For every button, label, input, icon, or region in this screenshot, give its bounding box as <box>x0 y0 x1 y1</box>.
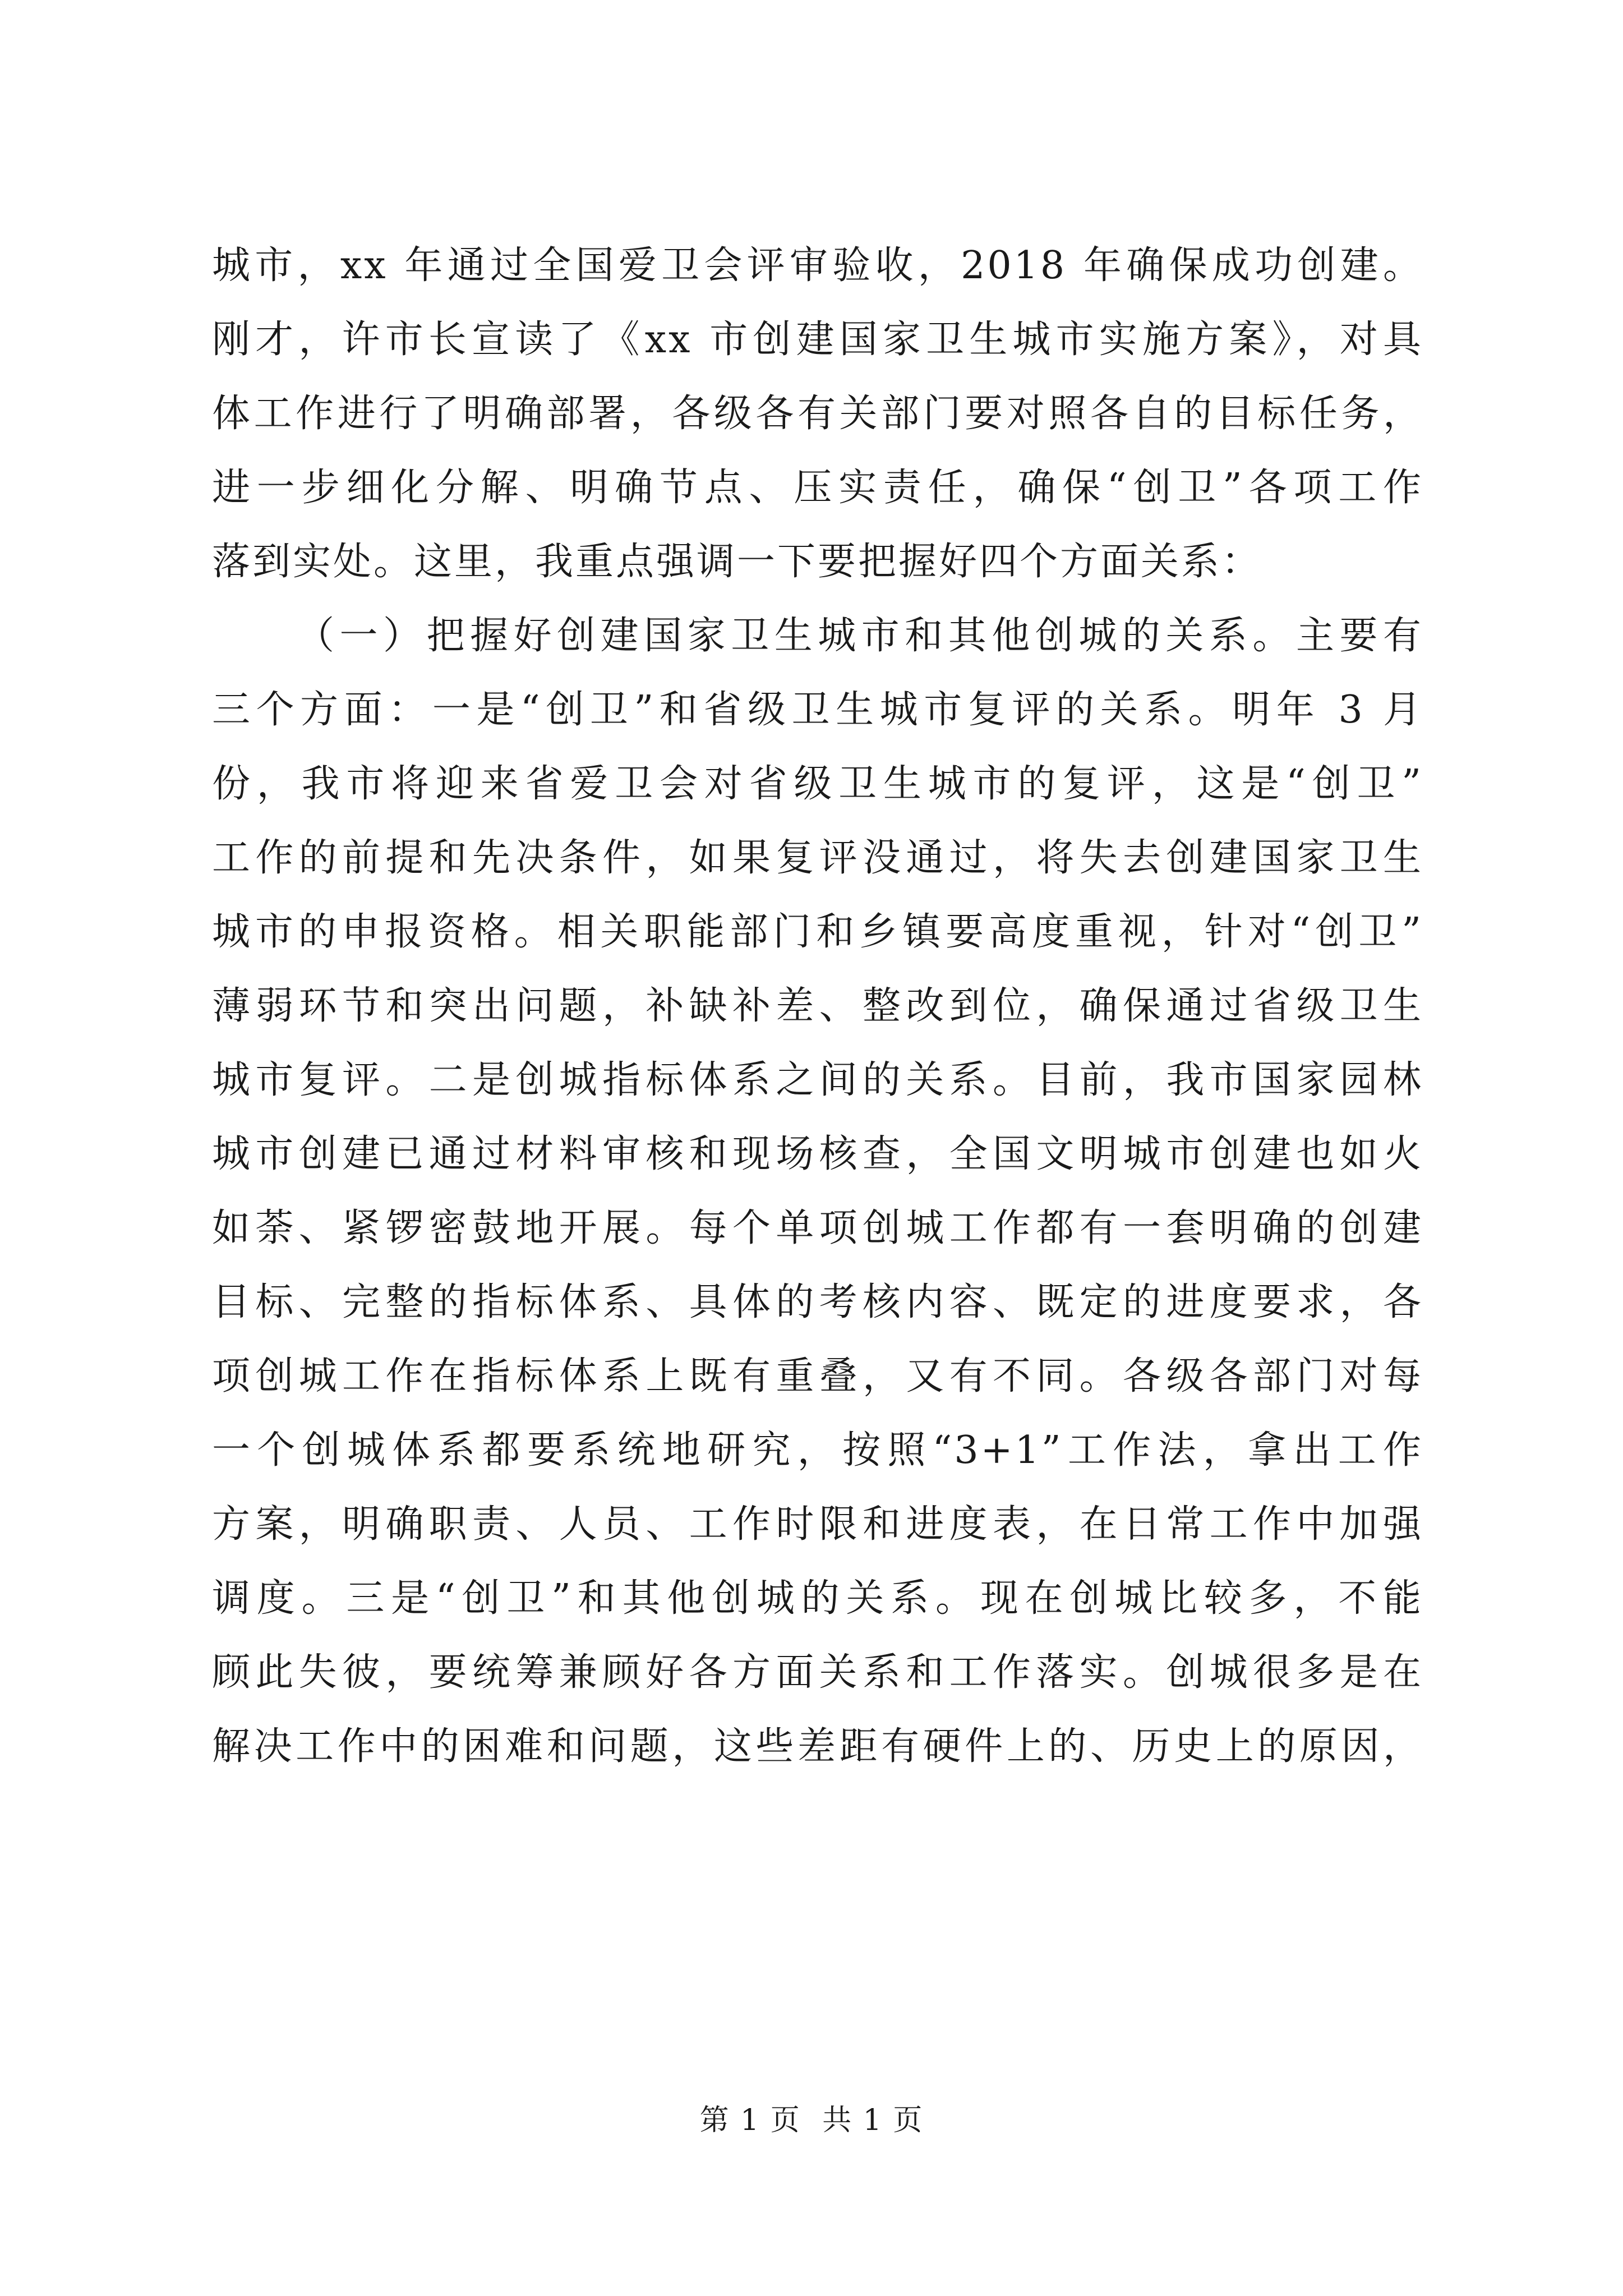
text-line: 项创城工作在指标体系上既有重叠，又有不同。各级各部门对每 <box>212 1354 1423 1398</box>
text-line: 顾此失彼，要统筹兼顾好各方面关系和工作落实。创城很多是在 <box>212 1650 1423 1695</box>
text-line: （一）把握好创建国家卫生城市和其他创城的关系。主要有 <box>296 614 1423 658</box>
text-line: 城市复评。二是创城指标体系之间的关系。目前，我市国家园林 <box>212 1058 1423 1102</box>
text-line: 如荼、紧锣密鼓地开展。每个单项创城工作都有一套明确的创建 <box>212 1206 1423 1250</box>
text-line: 份，我市将迎来省爱卫会对省级卫生城市的复评，这是“创卫” <box>212 762 1423 806</box>
body-text <box>212 229 1423 1784</box>
page-footer <box>0 2101 1623 2140</box>
page-number-total: 共 1 页 <box>822 2104 924 2137</box>
text-line: 目标、完整的指标体系、具体的考核内容、既定的进度要求，各 <box>212 1280 1423 1324</box>
text-line: 落到实处。这里，我重点强调一下要把握好四个方面关系： <box>212 540 1262 584</box>
text-line: 一个创城体系都要系统地研究，按照“3+1”工作法，拿出工作 <box>212 1428 1423 1473</box>
text-line: 刚才，许市长宣读了《xx 市创建国家卫生城市实施方案》，对具 <box>212 318 1423 362</box>
text-line: 调度。三是“创卫”和其他创城的关系。现在创城比较多，不能 <box>212 1576 1423 1621</box>
text-line: 城市创建已通过材料审核和现场核查，全国文明城市创建也如火 <box>212 1132 1423 1176</box>
text-line: 进一步细化分解、明确节点、压实责任，确保“创卫”各项工作 <box>212 466 1423 510</box>
text-line: 解决工作中的困难和问题，这些差距有硬件上的、历史上的原因， <box>212 1724 1423 1769</box>
text-line: 城市，xx 年通过全国爱卫会评审验收，2018 年确保成功创建。 <box>212 243 1423 288</box>
text-line: 城市的申报资格。相关职能部门和乡镇要高度重视，针对“创卫” <box>212 910 1423 954</box>
text-line: 三个方面：一是“创卫”和省级卫生城市复评的关系。明年 3 月 <box>212 688 1423 732</box>
text-line: 工作的前提和先决条件，如果复评没通过，将失去创建国家卫生 <box>212 836 1423 880</box>
text-line: 体工作进行了明确部署，各级各有关部门要对照各自的目标任务， <box>212 392 1423 436</box>
text-line: 薄弱环节和突出问题，补缺补差、整改到位，确保通过省级卫生 <box>212 984 1423 1028</box>
page-number-current: 第 1 页 <box>699 2104 801 2137</box>
text-line: 方案，明确职责、人员、工作时限和进度表，在日常工作中加强 <box>212 1502 1423 1547</box>
